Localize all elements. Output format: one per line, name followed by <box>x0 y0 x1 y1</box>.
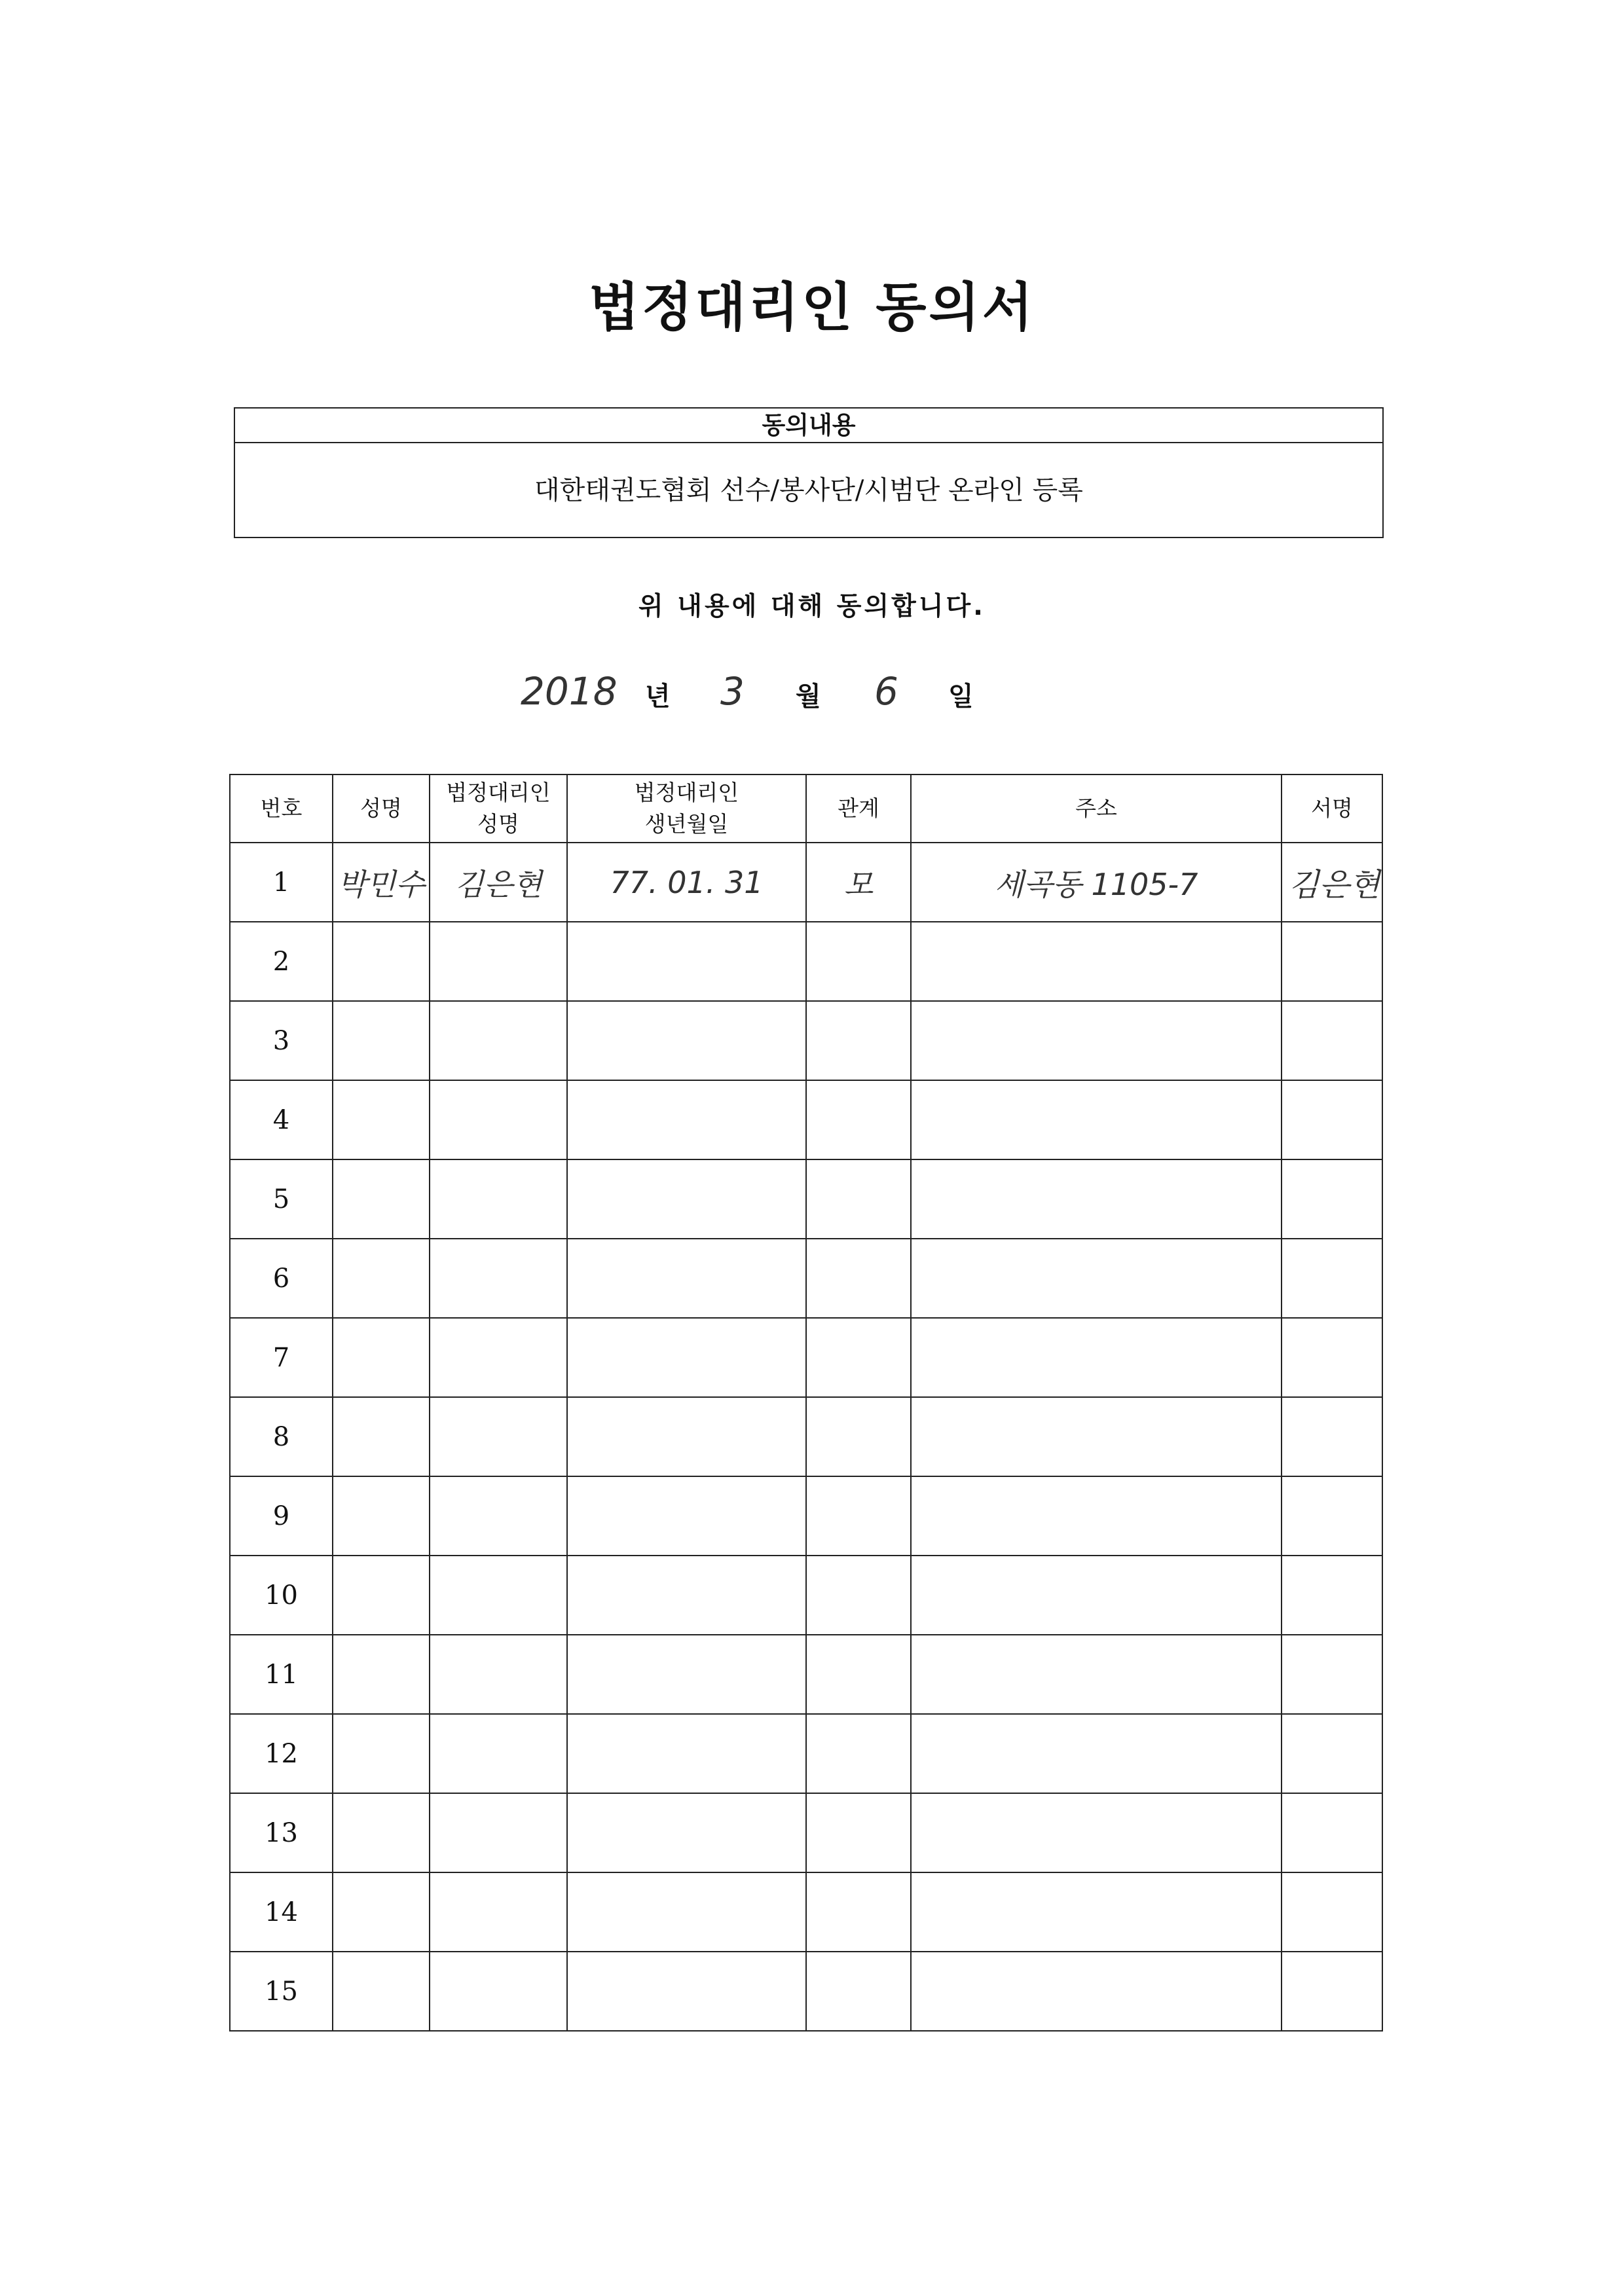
guardian-birthdate-cell[interactable] <box>567 1872 806 1952</box>
guardian-name-cell[interactable] <box>430 1239 567 1318</box>
relation-cell[interactable] <box>806 1556 911 1635</box>
consent-content-header: 동의내용 <box>235 409 1382 443</box>
address-cell[interactable] <box>911 1714 1282 1793</box>
date-day-handwritten: 6 <box>874 669 898 714</box>
table-row <box>230 1476 1382 1556</box>
table-row <box>230 1793 1382 1872</box>
participant-name-cell[interactable] <box>333 1635 430 1714</box>
row-number-cell: 2 <box>230 922 333 1001</box>
signature-cell[interactable] <box>1282 1080 1382 1159</box>
guardian-name-cell[interactable] <box>430 1159 567 1239</box>
guardian-name-cell[interactable] <box>430 1556 567 1635</box>
consent-content-box <box>234 407 1384 538</box>
table-row <box>230 1714 1382 1793</box>
guardian-birthdate-cell[interactable] <box>567 1318 806 1397</box>
row-number-cell: 9 <box>230 1476 333 1556</box>
agreement-statement: 위 내용에 대해 동의합니다. <box>638 592 986 621</box>
address-cell[interactable] <box>911 1635 1282 1714</box>
participant-name-cell[interactable] <box>333 1952 430 2031</box>
guardian-birthdate-cell[interactable] <box>567 1001 806 1080</box>
guardian-birthdate-cell[interactable] <box>567 1476 806 1556</box>
guardian-birthdate-cell[interactable] <box>567 1080 806 1159</box>
header-address: 주소 <box>911 774 1282 843</box>
guardian-name-cell[interactable] <box>430 1714 567 1793</box>
guardian-birthdate-cell[interactable] <box>567 1239 806 1318</box>
table-row <box>230 1397 1382 1476</box>
signature-cell[interactable]: 김은현 <box>1282 843 1382 922</box>
header-relation: 관계 <box>806 774 911 843</box>
guardian-name-cell[interactable] <box>430 1793 567 1872</box>
signature-cell[interactable] <box>1282 1159 1382 1239</box>
signature-cell[interactable] <box>1282 1714 1382 1793</box>
table-row <box>230 1080 1382 1159</box>
participant-name-cell[interactable] <box>333 1080 430 1159</box>
participant-name-cell[interactable] <box>333 1318 430 1397</box>
date-month-unit: 월 <box>796 682 821 712</box>
row-number-cell: 13 <box>230 1793 333 1872</box>
consent-content-body: 대한태권도협회 선수/봉사단/시범단 온라인 등록 <box>534 475 1083 505</box>
guardian-name-cell[interactable] <box>430 1635 567 1714</box>
relation-cell[interactable] <box>806 1159 911 1239</box>
relation-cell[interactable] <box>806 1793 911 1872</box>
header-guardian-name <box>430 774 567 843</box>
relation-cell[interactable] <box>806 1397 911 1476</box>
relation-cell[interactable] <box>806 1318 911 1397</box>
header-guardian-birth <box>567 774 806 843</box>
participant-name-cell[interactable] <box>333 922 430 1001</box>
table-row <box>230 1635 1382 1714</box>
address-cell[interactable] <box>911 1001 1282 1080</box>
guardian-name-cell[interactable] <box>430 1476 567 1556</box>
row-number-cell: 7 <box>230 1318 333 1397</box>
row-number-cell: 15 <box>230 1952 333 2031</box>
participant-name-cell[interactable]: 박민수 <box>333 843 430 922</box>
guardian-birthdate-cell[interactable] <box>567 1635 806 1714</box>
header-guardian-name-line1: 법정대리인 <box>446 780 551 805</box>
address-cell[interactable] <box>911 922 1282 1001</box>
signature-cell[interactable] <box>1282 1239 1382 1318</box>
address-cell[interactable] <box>911 1080 1282 1159</box>
row-number-cell: 10 <box>230 1556 333 1635</box>
date-year-handwritten: 2018 <box>521 669 618 714</box>
signature-cell[interactable] <box>1282 1318 1382 1397</box>
signature-cell[interactable] <box>1282 1793 1382 1872</box>
header-guardian-birth-line1: 법정대리인 <box>634 780 739 805</box>
row-number-cell: 5 <box>230 1159 333 1239</box>
row-number-cell: 8 <box>230 1397 333 1476</box>
guardian-name-cell[interactable] <box>430 1397 567 1476</box>
guardian-birthdate-cell[interactable] <box>567 1556 806 1635</box>
guardian-name-cell[interactable] <box>430 922 567 1001</box>
relation-cell[interactable]: 모 <box>806 843 911 922</box>
page-title: 법정대리인 동의서 <box>588 277 1036 338</box>
table-header-row <box>230 774 1382 843</box>
table-row <box>230 1952 1382 2031</box>
header-guardian-birth-line2: 생년월일 <box>644 811 729 837</box>
address-cell[interactable] <box>911 1318 1282 1397</box>
relation-cell[interactable] <box>806 1714 911 1793</box>
address-cell[interactable] <box>911 1793 1282 1872</box>
guardian-name-cell[interactable]: 김은현 <box>430 843 567 922</box>
address-cell[interactable] <box>911 1239 1282 1318</box>
participant-name-cell[interactable] <box>333 1793 430 1872</box>
guardian-birthdate-cell[interactable] <box>567 1952 806 2031</box>
guardian-name-cell[interactable] <box>430 1001 567 1080</box>
relation-cell[interactable] <box>806 1239 911 1318</box>
relation-cell[interactable] <box>806 1080 911 1159</box>
address-cell[interactable] <box>911 1952 1282 2031</box>
relation-cell[interactable] <box>806 922 911 1001</box>
table-row <box>230 1159 1382 1239</box>
guardian-birthdate-cell[interactable] <box>567 1397 806 1476</box>
guardian-birthdate-cell[interactable]: 77. 01. 31 <box>567 843 806 922</box>
address-cell[interactable] <box>911 1556 1282 1635</box>
relation-cell[interactable] <box>806 1001 911 1080</box>
address-cell[interactable] <box>911 1872 1282 1952</box>
relation-cell[interactable] <box>806 1952 911 2031</box>
row-number-cell: 6 <box>230 1239 333 1318</box>
table-row <box>230 1556 1382 1635</box>
table-row <box>230 1872 1382 1952</box>
relation-cell[interactable] <box>806 1872 911 1952</box>
address-cell[interactable] <box>911 1159 1282 1239</box>
guardian-name-cell[interactable] <box>430 1318 567 1397</box>
signature-cell[interactable] <box>1282 1397 1382 1476</box>
signature-cell[interactable] <box>1282 1872 1382 1952</box>
signature-cell[interactable] <box>1282 1001 1382 1080</box>
table-row <box>230 843 1382 922</box>
signature-cell[interactable] <box>1282 1476 1382 1556</box>
row-number-cell: 11 <box>230 1635 333 1714</box>
address-cell[interactable] <box>911 1397 1282 1476</box>
table-row <box>230 1239 1382 1318</box>
header-guardian-name-line2: 성명 <box>477 811 519 837</box>
guardian-birthdate-cell[interactable] <box>567 922 806 1001</box>
participant-name-cell[interactable] <box>333 1239 430 1318</box>
signature-cell[interactable] <box>1282 1556 1382 1635</box>
guardian-birthdate-cell[interactable] <box>567 1714 806 1793</box>
signature-cell[interactable] <box>1282 1635 1382 1714</box>
relation-cell[interactable] <box>806 1476 911 1556</box>
guardian-name-cell[interactable] <box>430 1952 567 2031</box>
table-row <box>230 922 1382 1001</box>
header-signature: 서명 <box>1282 774 1382 843</box>
row-number-cell: 12 <box>230 1714 333 1793</box>
row-number-cell: 4 <box>230 1080 333 1159</box>
participant-name-cell[interactable] <box>333 1556 430 1635</box>
participant-name-cell[interactable] <box>333 1001 430 1080</box>
guardian-consent-table <box>229 774 1383 2032</box>
table-row <box>230 1318 1382 1397</box>
participant-name-cell[interactable] <box>333 1714 430 1793</box>
participant-name-cell[interactable] <box>333 1159 430 1239</box>
header-name: 성명 <box>333 774 430 843</box>
signature-cell[interactable] <box>1282 922 1382 1001</box>
guardian-name-cell[interactable] <box>430 1872 567 1952</box>
guardian-birthdate-cell[interactable] <box>567 1793 806 1872</box>
guardian-birthdate-cell[interactable] <box>567 1159 806 1239</box>
row-number-cell: 3 <box>230 1001 333 1080</box>
row-number-cell: 1 <box>230 843 333 922</box>
address-cell[interactable]: 세곡동 1105-7 <box>911 843 1282 922</box>
date-day-unit: 일 <box>948 682 974 712</box>
participant-name-cell[interactable] <box>333 1872 430 1952</box>
date-year-unit: 년 <box>645 682 671 712</box>
guardian-name-cell[interactable] <box>430 1080 567 1159</box>
participant-name-cell[interactable] <box>333 1397 430 1476</box>
table-row <box>230 1001 1382 1080</box>
relation-cell[interactable] <box>806 1635 911 1714</box>
header-number: 번호 <box>230 774 333 843</box>
date-month-handwritten: 3 <box>720 669 745 714</box>
row-number-cell: 14 <box>230 1872 333 1952</box>
participant-name-cell[interactable] <box>333 1476 430 1556</box>
signature-cell[interactable] <box>1282 1952 1382 2031</box>
address-cell[interactable] <box>911 1476 1282 1556</box>
